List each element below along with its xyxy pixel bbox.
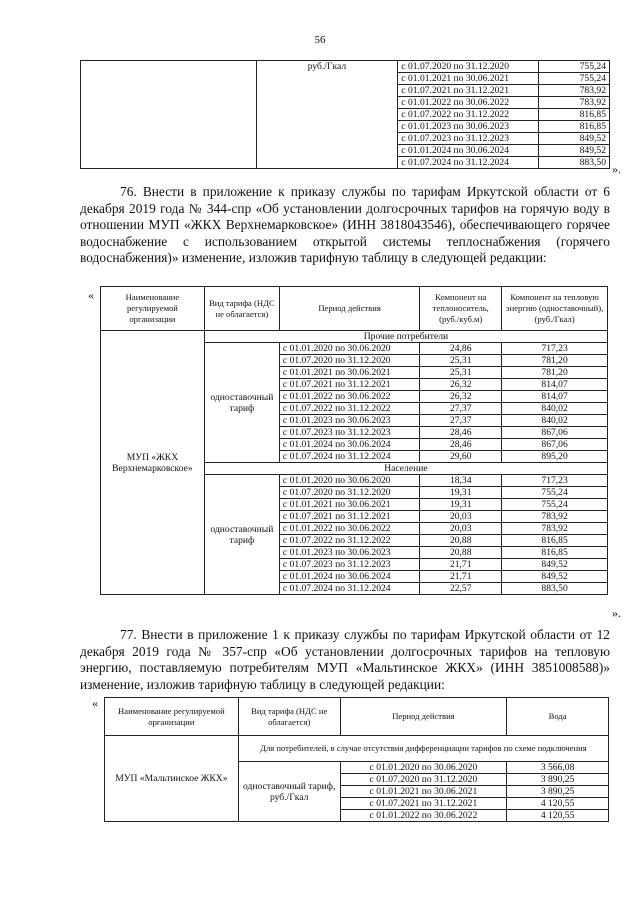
period-cell: с 01.01.2024 по 30.06.2024 <box>279 439 419 451</box>
period-cell: с 01.07.2023 по 31.12.2023 <box>398 133 539 145</box>
heat-component-cell: 849,52 <box>502 559 608 571</box>
period-cell: с 01.01.2024 по 30.06.2024 <box>279 571 419 583</box>
period-cell: с 01.07.2020 по 31.12.2020 <box>398 61 539 73</box>
period-cell: с 01.01.2023 по 30.06.2023 <box>398 121 539 133</box>
column-header: Наименование регулируемой организации <box>101 287 205 331</box>
value-cell: 3 566,08 <box>507 762 609 774</box>
period-cell: с 01.07.2020 по 31.12.2020 <box>279 487 419 499</box>
heat-component-cell: 755,24 <box>502 499 608 511</box>
water-component-cell: 19,31 <box>420 487 502 499</box>
table-bottom-open-quote: « <box>92 696 98 710</box>
table-row <box>81 61 610 73</box>
water-component-cell: 19,31 <box>420 499 502 511</box>
water-component-cell: 20,88 <box>420 547 502 559</box>
value-cell: 849,52 <box>539 145 610 157</box>
period-cell: с 01.01.2020 по 30.06.2020 <box>279 475 419 487</box>
heat-component-cell: 849,52 <box>502 571 608 583</box>
table-header-row <box>101 287 608 331</box>
column-header: Период действия <box>279 287 419 331</box>
table-top <box>80 60 610 169</box>
organization-cell: МУП «Мальтинское ЖКХ» <box>105 736 239 822</box>
water-component-cell: 20,88 <box>420 535 502 547</box>
paragraph-77: 77. Внести в приложение 1 к приказу службы по тарифам Иркутской области от 12 декабря 2019 года № 357-спр «Об установлении долгосрочных тарифов на тепловую энергию, поставляемую потребителям МУП «Мальтинское ЖКХ» (ИНН 3851008588)» изменение, изложив тарифную таблицу в следующей редакции: <box>80 627 610 692</box>
column-header: Период действия <box>340 698 507 736</box>
period-cell: с 01.01.2021 по 30.06.2021 <box>279 499 419 511</box>
table-mid-closing: ». <box>612 606 621 620</box>
column-header: Вода <box>507 698 609 736</box>
table-cell-blank <box>81 61 257 169</box>
heat-component-cell: 717,23 <box>502 475 608 487</box>
period-cell: с 01.07.2023 по 31.12.2023 <box>279 427 419 439</box>
heat-component-cell: 867,06 <box>502 439 608 451</box>
period-cell: с 01.01.2022 по 30.06.2022 <box>398 97 539 109</box>
water-component-cell: 25,31 <box>420 355 502 367</box>
group-title: Прочие потребители <box>204 331 607 343</box>
tariff-cell: одноставочный тариф, руб./Гкал <box>238 762 340 822</box>
value-cell: 4 120,55 <box>507 798 609 810</box>
group-header-row <box>101 331 608 343</box>
period-cell: с 01.07.2024 по 31.12.2024 <box>398 157 539 169</box>
column-header: Наименование регулируемой организации <box>105 698 239 736</box>
period-cell: с 01.07.2022 по 31.12.2022 <box>279 403 419 415</box>
value-cell: 4 120,55 <box>507 810 609 822</box>
value-cell: 3 890,25 <box>507 774 609 786</box>
period-cell: с 01.01.2021 по 30.06.2021 <box>340 786 507 798</box>
period-cell: с 01.01.2023 по 30.06.2023 <box>279 547 419 559</box>
period-cell: с 01.01.2024 по 30.06.2024 <box>398 145 539 157</box>
column-header: Компонент на тепловую энергию (одноставочный), (руб./Гкал) <box>502 287 608 331</box>
period-cell: с 01.01.2022 по 30.06.2022 <box>279 523 419 535</box>
heat-component-cell: 816,85 <box>502 535 608 547</box>
unit-cell: руб./Гкал <box>256 61 398 169</box>
value-cell: 3 890,25 <box>507 786 609 798</box>
organization-cell: МУП «ЖКХ Верхнемарковское» <box>101 331 205 595</box>
water-component-cell: 27,37 <box>420 415 502 427</box>
table-top-closing: ». <box>612 162 621 176</box>
water-component-cell: 26,32 <box>420 391 502 403</box>
water-component-cell: 28,46 <box>420 439 502 451</box>
tariff-cell: одноставочный тариф <box>204 343 279 463</box>
water-component-cell: 18,34 <box>420 475 502 487</box>
heat-component-cell: 717,23 <box>502 343 608 355</box>
heat-component-cell: 781,20 <box>502 367 608 379</box>
water-component-cell: 21,71 <box>420 559 502 571</box>
period-cell: с 01.07.2021 по 31.12.2021 <box>279 379 419 391</box>
water-component-cell: 24,86 <box>420 343 502 355</box>
value-cell: 816,85 <box>539 109 610 121</box>
water-component-cell: 20,03 <box>420 523 502 535</box>
heat-component-cell: 895,20 <box>502 451 608 463</box>
heat-component-cell: 867,06 <box>502 427 608 439</box>
period-cell: с 01.07.2021 по 31.12.2021 <box>340 798 507 810</box>
heat-component-cell: 781,20 <box>502 355 608 367</box>
period-cell: с 01.01.2021 по 30.06.2021 <box>398 73 539 85</box>
water-component-cell: 27,37 <box>420 403 502 415</box>
heat-component-cell: 783,92 <box>502 523 608 535</box>
period-cell: с 01.07.2022 по 31.12.2022 <box>398 109 539 121</box>
period-cell: с 01.01.2022 по 30.06.2022 <box>340 810 507 822</box>
period-cell: с 01.01.2020 по 30.06.2020 <box>340 762 507 774</box>
period-cell: с 01.07.2023 по 31.12.2023 <box>279 559 419 571</box>
page-number: 56 <box>314 34 326 46</box>
heat-component-cell: 816,85 <box>502 547 608 559</box>
column-header: Компонент на теплоноситель, (руб./куб.м) <box>420 287 502 331</box>
period-cell: с 01.07.2020 по 31.12.2020 <box>279 355 419 367</box>
heat-component-cell: 840,02 <box>502 403 608 415</box>
table-mid <box>100 286 608 595</box>
group-header-row <box>105 736 609 762</box>
water-component-cell: 28,46 <box>420 427 502 439</box>
group-title: Для потребителей, в случае отсутствия дифференциации тарифов по схеме подключения <box>238 736 608 762</box>
value-cell: 755,24 <box>539 61 610 73</box>
table-bottom <box>104 697 609 822</box>
water-component-cell: 20,03 <box>420 511 502 523</box>
heat-component-cell: 840,02 <box>502 415 608 427</box>
value-cell: 783,92 <box>539 97 610 109</box>
period-cell: с 01.07.2024 по 31.12.2024 <box>279 583 419 595</box>
water-component-cell: 22,57 <box>420 583 502 595</box>
period-cell: с 01.01.2021 по 30.06.2021 <box>279 367 419 379</box>
period-cell: с 01.07.2020 по 31.12.2020 <box>340 774 507 786</box>
period-cell: с 01.07.2022 по 31.12.2022 <box>279 535 419 547</box>
water-component-cell: 26,32 <box>420 379 502 391</box>
heat-component-cell: 783,92 <box>502 511 608 523</box>
period-cell: с 01.07.2021 по 31.12.2021 <box>279 511 419 523</box>
period-cell: с 01.01.2022 по 30.06.2022 <box>279 391 419 403</box>
water-component-cell: 21,71 <box>420 571 502 583</box>
water-component-cell: 29,60 <box>420 451 502 463</box>
heat-component-cell: 814,07 <box>502 391 608 403</box>
column-header: Вид тарифа (НДС не облагается) <box>204 287 279 331</box>
table-header-row <box>105 698 609 736</box>
heat-component-cell: 883,50 <box>502 583 608 595</box>
value-cell: 849,52 <box>539 133 610 145</box>
paragraph-76: 76. Внести в приложение к приказу службы по тарифам Иркутской области от 6 декабря 2019 года № 344-спр «Об установлении долгосрочных тарифов на горячую воду в отношении МУП «ЖКХ Верхнемарковское» (ИНН 3818043546), обеспечивающего горячее водоснабжение с использованием открытой системы теплоснабжения (горячего водоснабжения)» изменение, изложив тарифную таблицу в следующей редакции: <box>80 184 610 266</box>
period-cell: с 01.07.2021 по 31.12.2021 <box>398 85 539 97</box>
period-cell: с 01.01.2023 по 30.06.2023 <box>279 415 419 427</box>
value-cell: 755,24 <box>539 73 610 85</box>
period-cell: с 01.07.2024 по 31.12.2024 <box>279 451 419 463</box>
group-title: Население <box>204 463 607 475</box>
water-component-cell: 25,31 <box>420 367 502 379</box>
value-cell: 883,50 <box>539 157 610 169</box>
value-cell: 783,92 <box>539 85 610 97</box>
value-cell: 816,85 <box>539 121 610 133</box>
column-header: Вид тарифа (НДС не облагается) <box>238 698 340 736</box>
tariff-cell: одноставочный тариф <box>204 475 279 595</box>
heat-component-cell: 755,24 <box>502 487 608 499</box>
table-mid-open-quote: « <box>88 288 94 302</box>
heat-component-cell: 814,07 <box>502 379 608 391</box>
period-cell: с 01.01.2020 по 30.06.2020 <box>279 343 419 355</box>
